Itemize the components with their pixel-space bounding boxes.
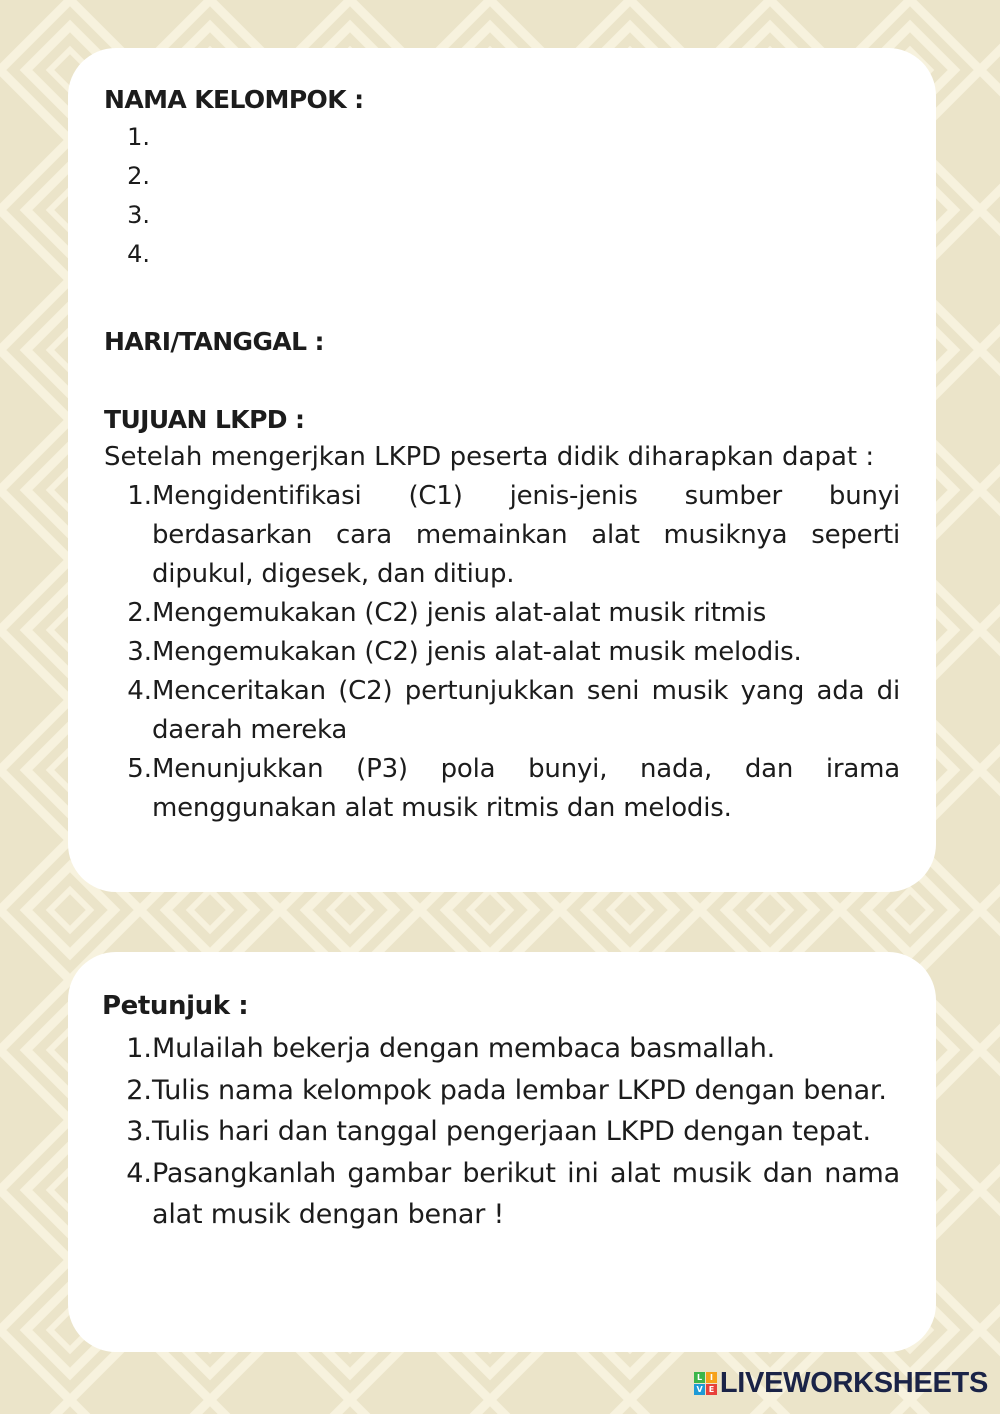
instructions-list [102, 1028, 900, 1236]
objectives-intro: Setelah mengerjkan LKPD peserta didik diharapkan dapat : [104, 442, 875, 472]
objective-number: 1. [127, 481, 152, 511]
objectives-heading: TUJUAN LKPD : [104, 405, 305, 434]
objective-item [104, 672, 900, 750]
objective-text: Mengemukakan (C2) jenis alat-alat musik ritmis [152, 598, 767, 628]
watermark-text: LIVEWORKSHEETS [719, 1367, 988, 1399]
objective-item [104, 477, 900, 594]
group-member-list [104, 118, 900, 274]
logo-letter-l: L [694, 1372, 705, 1383]
liveworksheets-logo-icon [694, 1372, 717, 1395]
instruction-text: Mulailah bekerja dengan membaca basmallah. [152, 1033, 776, 1064]
instruction-item [102, 1111, 900, 1153]
instructions-heading: Petunjuk : [102, 991, 249, 1021]
instruction-text: Pasangkanlah gambar berikut ini alat musik dan nama alat musik dengan benar ! [152, 1157, 900, 1230]
group-member-name[interactable] [150, 157, 900, 196]
group-member-item [104, 157, 900, 196]
instructions-card [68, 952, 936, 1352]
liveworksheets-watermark [694, 1367, 988, 1400]
objective-number: 3. [127, 637, 152, 667]
group-member-name[interactable] [150, 196, 900, 235]
instruction-item [102, 1070, 900, 1112]
instruction-number: 2. [126, 1074, 152, 1106]
objective-text: Menunjukkan (P3) pola bunyi, nada, dan irama menggunakan alat musik ritmis dan melodis. [152, 754, 900, 823]
instruction-item [102, 1153, 900, 1236]
instruction-text: Tulis nama kelompok pada lembar LKPD dengan benar. [152, 1074, 887, 1106]
instruction-item [102, 1028, 900, 1070]
group-member-item [104, 235, 900, 274]
objective-item [104, 594, 900, 633]
objective-text: Mengemukakan (C2) jenis alat-alat musik melodis. [152, 637, 802, 667]
objective-text: Mengidentifikasi (C1) jenis-jenis sumber bunyi berdasarkan cara memainkan alat musiknya seperti dipukul, digesek, dan ditiup. [152, 481, 900, 589]
logo-letter-e: E [706, 1384, 717, 1395]
logo-letter-i: I [706, 1372, 717, 1383]
date-heading: HARI/TANGGAL : [104, 327, 324, 356]
group-member-number: 2. [127, 162, 150, 190]
group-member-name[interactable] [150, 235, 900, 274]
objective-number: 5. [127, 754, 152, 784]
group-name-heading: NAMA KELOMPOK : [104, 85, 364, 114]
objective-text: Menceritakan (C2) pertunjukkan seni musik yang ada di daerah mereka [152, 676, 900, 745]
instruction-text: Tulis hari dan tanggal pengerjaan LKPD dengan tepat. [152, 1116, 871, 1147]
group-member-name[interactable] [150, 118, 900, 157]
objective-number: 4. [127, 676, 152, 706]
logo-letter-v: V [694, 1384, 705, 1395]
instruction-number: 1. [126, 1033, 152, 1064]
objectives-list [104, 477, 900, 828]
group-member-item [104, 196, 900, 235]
info-card [68, 48, 936, 892]
group-member-number: 1. [127, 123, 150, 151]
group-member-number: 3. [127, 201, 150, 229]
group-member-item [104, 118, 900, 157]
instruction-number: 4. [126, 1157, 152, 1189]
objective-item [104, 750, 900, 828]
objective-item [104, 633, 900, 672]
objective-number: 2. [127, 598, 152, 628]
group-member-number: 4. [127, 240, 150, 268]
instruction-number: 3. [126, 1116, 152, 1147]
